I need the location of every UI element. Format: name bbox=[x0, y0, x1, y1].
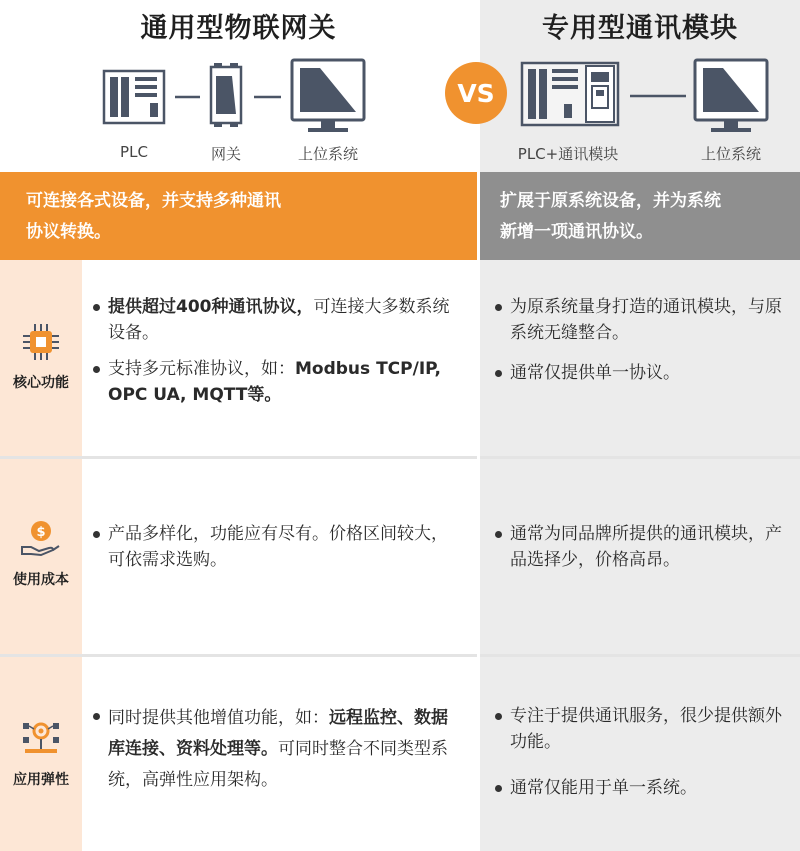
right-summary-line: 扩展于原系统设备，并为系统 bbox=[500, 191, 721, 211]
bullet-bold-text: Modbus TCP/IP, OPC UA, MQTT等。 bbox=[108, 359, 441, 405]
network-gear-icon bbox=[19, 717, 63, 761]
left-summary-line: 协议转换。 bbox=[26, 222, 111, 242]
right-header bbox=[480, 0, 800, 172]
gateway-device-icon bbox=[211, 63, 241, 127]
host-monitor-icon bbox=[695, 60, 767, 132]
bullet-text: 支持多元标准协议，如： bbox=[108, 359, 295, 379]
device-label-plc-module: PLC+通讯模块 bbox=[517, 145, 619, 163]
vs-badge: VS bbox=[445, 62, 507, 124]
row-label-cost bbox=[0, 459, 82, 655]
bullet-text: 可同时整合不同类型系统，高弹性应用架构。 bbox=[108, 739, 448, 790]
row-divider bbox=[0, 456, 800, 459]
list-item: 专注于提供通讯服务，很少提供额外功能。 bbox=[494, 703, 790, 755]
bullet-bold-text: 提供超过400种通讯协议， bbox=[108, 297, 314, 317]
list-item: 为原系统量身打造的通讯模块，与原系统无缝整合。 bbox=[494, 294, 790, 346]
left-device-diagram bbox=[0, 0, 477, 140]
row-label-text: 应用弹性 bbox=[13, 772, 69, 788]
row-label-text: 使用成本 bbox=[13, 572, 69, 588]
list-item: 通常为同品牌所提供的通讯模块，产品选择少，价格高昂。 bbox=[494, 521, 790, 573]
left-header bbox=[0, 0, 477, 172]
left-title: 通用型物联网关 bbox=[140, 13, 337, 44]
list-item: 产品多样化，功能应有尽有。价格区间较大，可依需求选购。 bbox=[92, 521, 461, 573]
right-summary-line: 新增一项通讯协议。 bbox=[500, 222, 653, 242]
left-summary-line: 可连接各式设备，并支持多种通讯 bbox=[26, 191, 281, 211]
list-item bbox=[92, 703, 461, 796]
column-divider bbox=[477, 0, 480, 851]
row-label-core-function bbox=[0, 260, 82, 458]
bullet-bold-text: 远程监控、数据库连接、资料处理等。 bbox=[108, 708, 448, 759]
list-item bbox=[92, 294, 461, 346]
list-item: 通常仅能用于单一系统。 bbox=[494, 775, 790, 801]
row-flex-right-cell bbox=[480, 657, 800, 851]
left-summary bbox=[0, 172, 477, 260]
right-title: 专用型通讯模块 bbox=[542, 13, 738, 44]
plc-device-icon bbox=[104, 71, 164, 123]
device-label-host: 上位系统 bbox=[700, 145, 762, 163]
coin-hand-icon bbox=[19, 517, 63, 561]
bullet-text: 同时提供其他增值功能，如： bbox=[108, 708, 329, 728]
plc-module-device-icon bbox=[522, 63, 618, 125]
device-label-host: 上位系统 bbox=[297, 145, 359, 163]
host-monitor-icon bbox=[292, 60, 364, 132]
device-label-gateway: 网关 bbox=[210, 145, 242, 163]
right-summary bbox=[480, 172, 800, 260]
row-divider bbox=[0, 654, 800, 657]
device-label-plc: PLC bbox=[120, 143, 148, 161]
row-cost-right-cell bbox=[480, 459, 800, 655]
list-item bbox=[92, 356, 461, 408]
row-core-right-cell bbox=[480, 260, 800, 458]
svg-text:$: $ bbox=[36, 525, 46, 540]
row-flex-left-cell bbox=[82, 657, 477, 851]
right-device-diagram bbox=[480, 0, 800, 140]
row-label-text: 核心功能 bbox=[13, 375, 69, 391]
bullet-text: 可连接大多数系统设备。 bbox=[108, 297, 450, 343]
row-label-flexibility bbox=[0, 657, 82, 851]
row-core-left-cell bbox=[82, 260, 477, 458]
list-item: 通常仅提供单一协议。 bbox=[494, 360, 790, 386]
row-cost-left-cell bbox=[82, 459, 477, 655]
chip-icon bbox=[19, 320, 63, 364]
